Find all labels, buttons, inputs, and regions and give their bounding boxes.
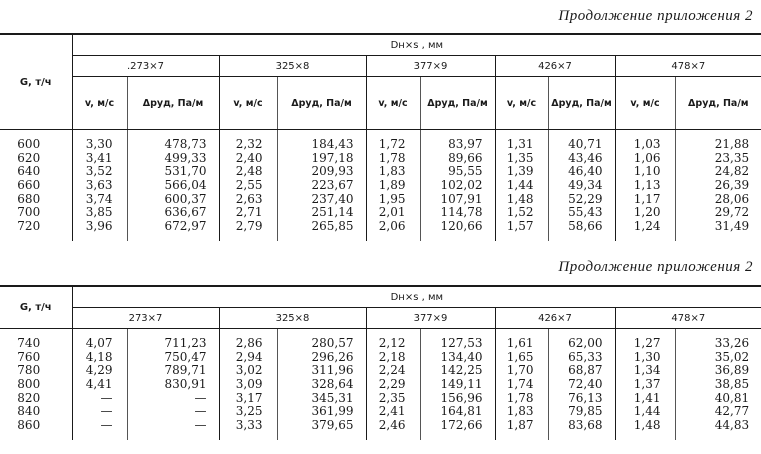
group-header: 325×8	[219, 308, 366, 329]
velocity-cell: 3,33	[219, 419, 277, 433]
velocity-cell: 1,03	[615, 138, 675, 152]
flow-rate-cell: 680	[0, 192, 72, 206]
group-header: 426×7	[495, 308, 615, 329]
pressure-drop-cell: 52,29	[548, 192, 615, 206]
velocity-cell: 2,40	[219, 152, 277, 166]
velocity-cell: 2,46	[366, 419, 420, 433]
flow-rate-cell: 800	[0, 378, 72, 392]
table-row	[0, 337, 761, 351]
pressure-drop-cell: 44,83	[675, 419, 761, 433]
table-row	[0, 179, 761, 193]
velocity-cell: 1,24	[615, 220, 675, 234]
group-header: 325×8	[219, 56, 366, 77]
flow-rate-cell: 600	[0, 138, 72, 152]
table-row	[0, 152, 761, 166]
table-row	[0, 364, 761, 378]
velocity-header: v, м/с	[366, 77, 420, 130]
table-row	[0, 165, 761, 179]
pressure-drop-cell: 296,26	[277, 351, 366, 365]
velocity-cell: 1,72	[366, 138, 420, 152]
g-header: G, т/ч	[0, 34, 72, 130]
velocity-cell: 2,94	[219, 351, 277, 365]
table-row	[0, 391, 761, 405]
velocity-cell: 1,44	[615, 405, 675, 419]
pressure-drop-cell: 62,00	[548, 337, 615, 351]
velocity-cell: 1,30	[615, 351, 675, 365]
caption-continuation-1: Продолжение приложения 2	[558, 8, 753, 24]
flow-rate-cell: 700	[0, 206, 72, 220]
flow-rate-cell: 860	[0, 419, 72, 433]
pressure-drop-cell: 65,33	[548, 351, 615, 365]
velocity-cell: 3,09	[219, 378, 277, 392]
pressure-drop-cell: 72,40	[548, 378, 615, 392]
pressure-header: Δpуд, Па/м	[548, 77, 615, 130]
pressure-drop-cell: 149,11	[420, 378, 495, 392]
pressure-drop-cell: 345,31	[277, 391, 366, 405]
pressure-drop-cell: 184,43	[277, 138, 366, 152]
pressure-drop-cell: 197,18	[277, 152, 366, 166]
pressure-drop-cell: —	[127, 391, 219, 405]
pressure-drop-cell: 251,14	[277, 206, 366, 220]
pressure-drop-cell: 23,35	[675, 152, 761, 166]
pressure-drop-cell: 95,55	[420, 165, 495, 179]
table-row	[0, 378, 761, 392]
velocity-cell: 1,27	[615, 337, 675, 351]
velocity-cell: 1,78	[366, 152, 420, 166]
pressure-drop-cell: 21,88	[675, 138, 761, 152]
velocity-cell: 1,83	[495, 405, 548, 419]
velocity-cell: 1,57	[495, 220, 548, 234]
group-header: 426×7	[495, 56, 615, 77]
velocity-cell: 1,48	[495, 192, 548, 206]
velocity-cell: 1,34	[615, 364, 675, 378]
velocity-cell: 3,17	[219, 391, 277, 405]
velocity-cell: 3,74	[85, 191, 113, 206]
velocity-cell: 3,85	[85, 205, 113, 220]
group-header: .273×7	[72, 56, 219, 77]
pressure-drop-cell: 83,68	[548, 419, 615, 433]
column-header-row	[0, 77, 761, 130]
velocity-cell: 1,83	[366, 165, 420, 179]
velocity-cell: 2,55	[219, 179, 277, 193]
pressure-header: Δpуд, Па/м	[277, 77, 366, 130]
pressure-drop-cell: 26,39	[675, 179, 761, 193]
pressure-drop-cell: 672,97	[127, 220, 219, 234]
velocity-cell: 2,01	[366, 206, 420, 220]
pressure-drop-cell: 49,34	[548, 179, 615, 193]
pressure-drop-cell: 142,25	[420, 364, 495, 378]
velocity-cell: 2,24	[366, 364, 420, 378]
velocity-cell: 3,30	[85, 137, 113, 152]
table-row	[0, 351, 761, 365]
pressure-drop-cell: 711,23	[127, 337, 219, 351]
flow-rate-cell: 620	[0, 152, 72, 166]
velocity-cell: 2,63	[219, 192, 277, 206]
velocity-cell: 1,31	[495, 138, 548, 152]
diameter-header: Dн×s , мм	[72, 286, 761, 308]
pressure-drop-cell: 237,40	[277, 192, 366, 206]
pressure-drop-cell: 830,91	[127, 378, 219, 392]
table-1-body	[0, 138, 761, 233]
pressure-drop-cell: 114,78	[420, 206, 495, 220]
velocity-cell: 1,10	[615, 165, 675, 179]
pressure-drop-cell: 280,57	[277, 337, 366, 351]
pressure-drop-cell: 478,73	[127, 138, 219, 152]
pressure-drop-cell: 311,96	[277, 364, 366, 378]
table-row	[0, 138, 761, 152]
pressure-drop-cell: 120,66	[420, 220, 495, 234]
velocity-cell: 3,02	[219, 364, 277, 378]
velocity-cell: 4,18	[85, 349, 113, 364]
caption-continuation-2: Продолжение приложения 2	[558, 259, 753, 275]
velocity-cell: 1,87	[495, 419, 548, 433]
flow-rate-cell: 660	[0, 179, 72, 193]
pressure-header: Δpуд, Па/м	[420, 77, 495, 130]
velocity-cell: 2,48	[219, 165, 277, 179]
table-row	[0, 220, 761, 234]
group-header: 377×9	[366, 308, 495, 329]
flow-rate-cell: 840	[0, 405, 72, 419]
pressure-drop-cell: 33,26	[675, 337, 761, 351]
group-header: 478×7	[615, 308, 761, 329]
velocity-cell: 1,74	[495, 378, 548, 392]
table-row	[0, 192, 761, 206]
pressure-drop-cell: 379,65	[277, 419, 366, 433]
pressure-drop-cell: 42,77	[675, 405, 761, 419]
pressure-drop-cell: 40,81	[675, 391, 761, 405]
velocity-cell: 2,12	[366, 337, 420, 351]
pressure-drop-cell: 127,53	[420, 337, 495, 351]
velocity-header: v, м/с	[219, 77, 277, 130]
velocity-cell: 4,41	[85, 377, 113, 392]
velocity-cell: 3,52	[85, 164, 113, 179]
velocity-cell: —	[100, 390, 113, 405]
velocity-cell: 3,25	[219, 405, 277, 419]
velocity-cell: 1,89	[366, 179, 420, 193]
velocity-cell: 2,35	[366, 391, 420, 405]
pressure-drop-cell: 531,70	[127, 165, 219, 179]
table-row	[0, 206, 761, 220]
pressure-drop-cell: 24,82	[675, 165, 761, 179]
velocity-cell: 1,37	[615, 378, 675, 392]
group-header: 273×7	[72, 308, 219, 329]
velocity-cell: 1,13	[615, 179, 675, 193]
velocity-cell: 4,29	[85, 363, 113, 378]
velocity-cell: 1,95	[366, 192, 420, 206]
pressure-drop-cell: 566,04	[127, 179, 219, 193]
pressure-drop-cell: 789,71	[127, 364, 219, 378]
pressure-drop-cell: 68,87	[548, 364, 615, 378]
pressure-drop-cell: 499,33	[127, 152, 219, 166]
velocity-header: v, м/с	[495, 77, 548, 130]
velocity-cell: 1,65	[495, 351, 548, 365]
flow-rate-cell: 720	[0, 220, 72, 234]
group-header: 478×7	[615, 56, 761, 77]
pressure-drop-cell: 55,43	[548, 206, 615, 220]
pressure-drop-cell: 46,40	[548, 165, 615, 179]
velocity-cell: 1,61	[495, 337, 548, 351]
velocity-cell: 1,48	[615, 419, 675, 433]
pressure-header: Δpуд, Па/м	[675, 77, 761, 130]
pressure-drop-cell: 107,91	[420, 192, 495, 206]
pressure-drop-cell: 35,02	[675, 351, 761, 365]
pressure-drop-cell: 89,66	[420, 152, 495, 166]
pressure-drop-cell: 31,49	[675, 220, 761, 234]
flow-rate-cell: 640	[0, 165, 72, 179]
velocity-cell: 4,07	[85, 336, 113, 351]
flow-rate-cell: 780	[0, 364, 72, 378]
pressure-drop-cell: —	[127, 405, 219, 419]
velocity-cell: 1,44	[495, 179, 548, 193]
pressure-drop-cell: 58,66	[548, 220, 615, 234]
velocity-cell: 1,78	[495, 391, 548, 405]
pressure-drop-cell: 43,46	[548, 152, 615, 166]
pressure-drop-cell: 79,85	[548, 405, 615, 419]
g-header: G, т/ч	[0, 286, 72, 329]
velocity-cell: 1,70	[495, 364, 548, 378]
velocity-cell: 3,41	[85, 150, 113, 165]
velocity-cell: 1,39	[495, 165, 548, 179]
velocity-cell: 2,41	[366, 405, 420, 419]
pressure-drop-cell: 636,67	[127, 206, 219, 220]
velocity-cell: 2,86	[219, 337, 277, 351]
velocity-cell: 2,79	[219, 220, 277, 234]
flow-rate-cell: 820	[0, 391, 72, 405]
velocity-cell: 1,20	[615, 206, 675, 220]
pressure-drop-cell: 102,02	[420, 179, 495, 193]
velocity-cell: 1,06	[615, 152, 675, 166]
velocity-cell: 1,35	[495, 152, 548, 166]
pressure-drop-cell: 29,72	[675, 206, 761, 220]
pressure-drop-cell: 40,71	[548, 138, 615, 152]
pressure-drop-cell: 83,97	[420, 138, 495, 152]
table-row	[0, 419, 761, 433]
table-row	[0, 405, 761, 419]
velocity-header: v, м/с	[72, 77, 127, 130]
pressure-drop-cell: 750,47	[127, 351, 219, 365]
group-header: 377×9	[366, 56, 495, 77]
velocity-cell: 3,96	[85, 218, 113, 233]
pressure-drop-cell: 134,40	[420, 351, 495, 365]
group-header-row	[0, 308, 761, 329]
velocity-cell: —	[100, 417, 113, 432]
pressure-drop-cell: 164,81	[420, 405, 495, 419]
pressure-drop-cell: 38,85	[675, 378, 761, 392]
pressure-drop-cell: 600,37	[127, 192, 219, 206]
pressure-drop-cell: 76,13	[548, 391, 615, 405]
flow-rate-cell: 760	[0, 351, 72, 365]
pressure-drop-cell: 209,93	[277, 165, 366, 179]
pressure-header: Δpуд, Па/м	[127, 77, 219, 130]
velocity-cell: —	[100, 404, 113, 419]
pressure-drop-cell: —	[127, 419, 219, 433]
group-header-row	[0, 56, 761, 77]
velocity-cell: 1,41	[615, 391, 675, 405]
pressure-drop-cell: 223,67	[277, 179, 366, 193]
pressure-drop-cell: 28,06	[675, 192, 761, 206]
pressure-drop-cell: 328,64	[277, 378, 366, 392]
velocity-cell: 2,29	[366, 378, 420, 392]
table-2-body	[0, 337, 761, 432]
pressure-drop-cell: 265,85	[277, 220, 366, 234]
pressure-drop-cell: 36,89	[675, 364, 761, 378]
velocity-cell: 2,18	[366, 351, 420, 365]
data-table-2	[0, 285, 761, 440]
pressure-drop-cell: 361,99	[277, 405, 366, 419]
velocity-cell: 2,32	[219, 138, 277, 152]
pressure-drop-cell: 156,96	[420, 391, 495, 405]
velocity-cell: 1,17	[615, 192, 675, 206]
velocity-cell: 3,63	[85, 178, 113, 193]
velocity-cell: 2,71	[219, 206, 277, 220]
flow-rate-cell: 740	[0, 337, 72, 351]
velocity-cell: 1,52	[495, 206, 548, 220]
pressure-drop-cell: 172,66	[420, 419, 495, 433]
diameter-header: Dн×s , мм	[72, 34, 761, 56]
velocity-header: v, м/с	[615, 77, 675, 130]
velocity-cell: 2,06	[366, 220, 420, 234]
data-table-1	[0, 33, 761, 241]
